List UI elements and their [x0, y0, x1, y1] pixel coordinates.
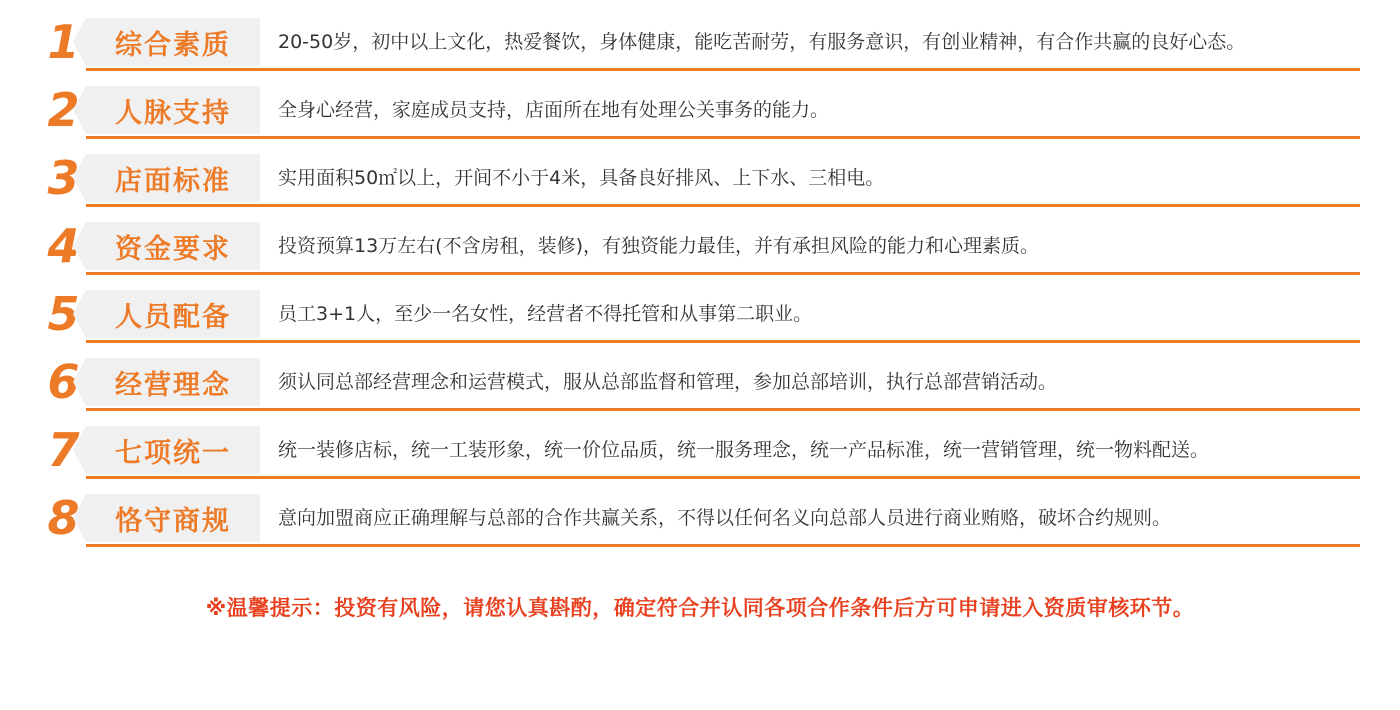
- requirement-description-wrap: [260, 222, 1360, 270]
- requirement-description: 意向加盟商应正确理解与总部的合作共赢关系，不得以任何名义向总部人员进行商业贿赂，破坏合约规则。: [278, 507, 1172, 529]
- requirement-tag: [86, 154, 260, 202]
- requirement-row: [40, 219, 1360, 290]
- row-underline: [86, 68, 1360, 71]
- row-underline: [86, 544, 1360, 547]
- requirement-badge: [40, 219, 260, 273]
- requirement-tag-label: 人脉支持: [115, 97, 231, 129]
- row-underline: [86, 204, 1360, 207]
- requirement-number: 7: [47, 423, 79, 477]
- requirement-badge: [40, 15, 260, 69]
- requirement-description: 投资预算13万左右(不含房租，装修)，有独资能力最佳，并有承担风险的能力和心理素质。: [278, 235, 1040, 257]
- footer-note: ※温馨提示：投资有风险，请您认真斟酌，确定符合并认同各项合作条件后方可申请进入资质审核环节。: [205, 596, 1195, 620]
- requirement-row: [40, 423, 1360, 494]
- requirement-number: 1: [47, 15, 79, 69]
- requirement-description: 员工3+1人，至少一名女性，经营者不得托管和从事第二职业。: [278, 303, 813, 325]
- requirement-description-wrap: [260, 18, 1360, 66]
- requirement-row: [40, 287, 1360, 358]
- requirement-tag: [86, 222, 260, 270]
- requirement-tag-label: 综合素质: [115, 29, 231, 61]
- requirement-row: [40, 83, 1360, 154]
- requirement-badge: [40, 423, 260, 477]
- row-underline: [86, 272, 1360, 275]
- requirement-number: 4: [47, 219, 79, 273]
- row-underline: [86, 476, 1360, 479]
- requirement-number: 5: [47, 287, 79, 341]
- requirement-description: 须认同总部经营理念和运营模式，服从总部监督和管理，参加总部培训，执行总部营销活动。: [278, 371, 1058, 393]
- requirement-description-wrap: [260, 426, 1360, 474]
- requirement-row: [40, 15, 1360, 86]
- requirement-badge: [40, 151, 260, 205]
- requirement-tag-label: 恪守商规: [115, 505, 231, 537]
- requirement-tag-label: 资金要求: [115, 233, 231, 265]
- requirement-badge: [40, 83, 260, 137]
- requirement-tag: [86, 86, 260, 134]
- requirement-description-wrap: [260, 154, 1360, 202]
- requirement-number: 2: [47, 83, 79, 137]
- requirement-tag: [86, 18, 260, 66]
- requirement-badge: [40, 287, 260, 341]
- requirement-badge: [40, 491, 260, 545]
- row-underline: [86, 408, 1360, 411]
- requirement-tag-label: 人员配备: [115, 301, 231, 333]
- requirement-row: [40, 491, 1360, 562]
- requirement-description-wrap: [260, 494, 1360, 542]
- requirement-description-wrap: [260, 86, 1360, 134]
- requirement-row: [40, 355, 1360, 426]
- requirement-tag: [86, 290, 260, 338]
- row-underline: [86, 340, 1360, 343]
- requirement-tag: [86, 358, 260, 406]
- requirement-description: 20-50岁，初中以上文化，热爱餐饮，身体健康，能吃苦耐劳，有服务意识，有创业精神，有合作共赢的良好心态。: [278, 31, 1246, 53]
- requirement-row: [40, 151, 1360, 222]
- requirement-tag-label: 七项统一: [115, 437, 231, 469]
- requirement-number: 6: [47, 355, 79, 409]
- requirement-description-wrap: [260, 358, 1360, 406]
- requirement-tag: [86, 426, 260, 474]
- row-underline: [86, 136, 1360, 139]
- requirement-tag-label: 经营理念: [115, 369, 231, 401]
- requirement-description-wrap: [260, 290, 1360, 338]
- requirement-number: 3: [47, 151, 79, 205]
- requirement-description: 全身心经营，家庭成员支持，店面所在地有处理公关事务的能力。: [278, 99, 830, 121]
- requirement-badge: [40, 355, 260, 409]
- requirement-tag-label: 店面标准: [115, 165, 231, 197]
- requirement-description: 实用面积50㎡以上，开间不小于4米，具备良好排风、上下水、三相电。: [278, 167, 885, 189]
- requirement-tag: [86, 494, 260, 542]
- requirement-number: 8: [47, 491, 79, 545]
- requirement-description: 统一装修店标，统一工装形象，统一价位品质，统一服务理念，统一产品标准，统一营销管理，统一物料配送。: [278, 439, 1210, 461]
